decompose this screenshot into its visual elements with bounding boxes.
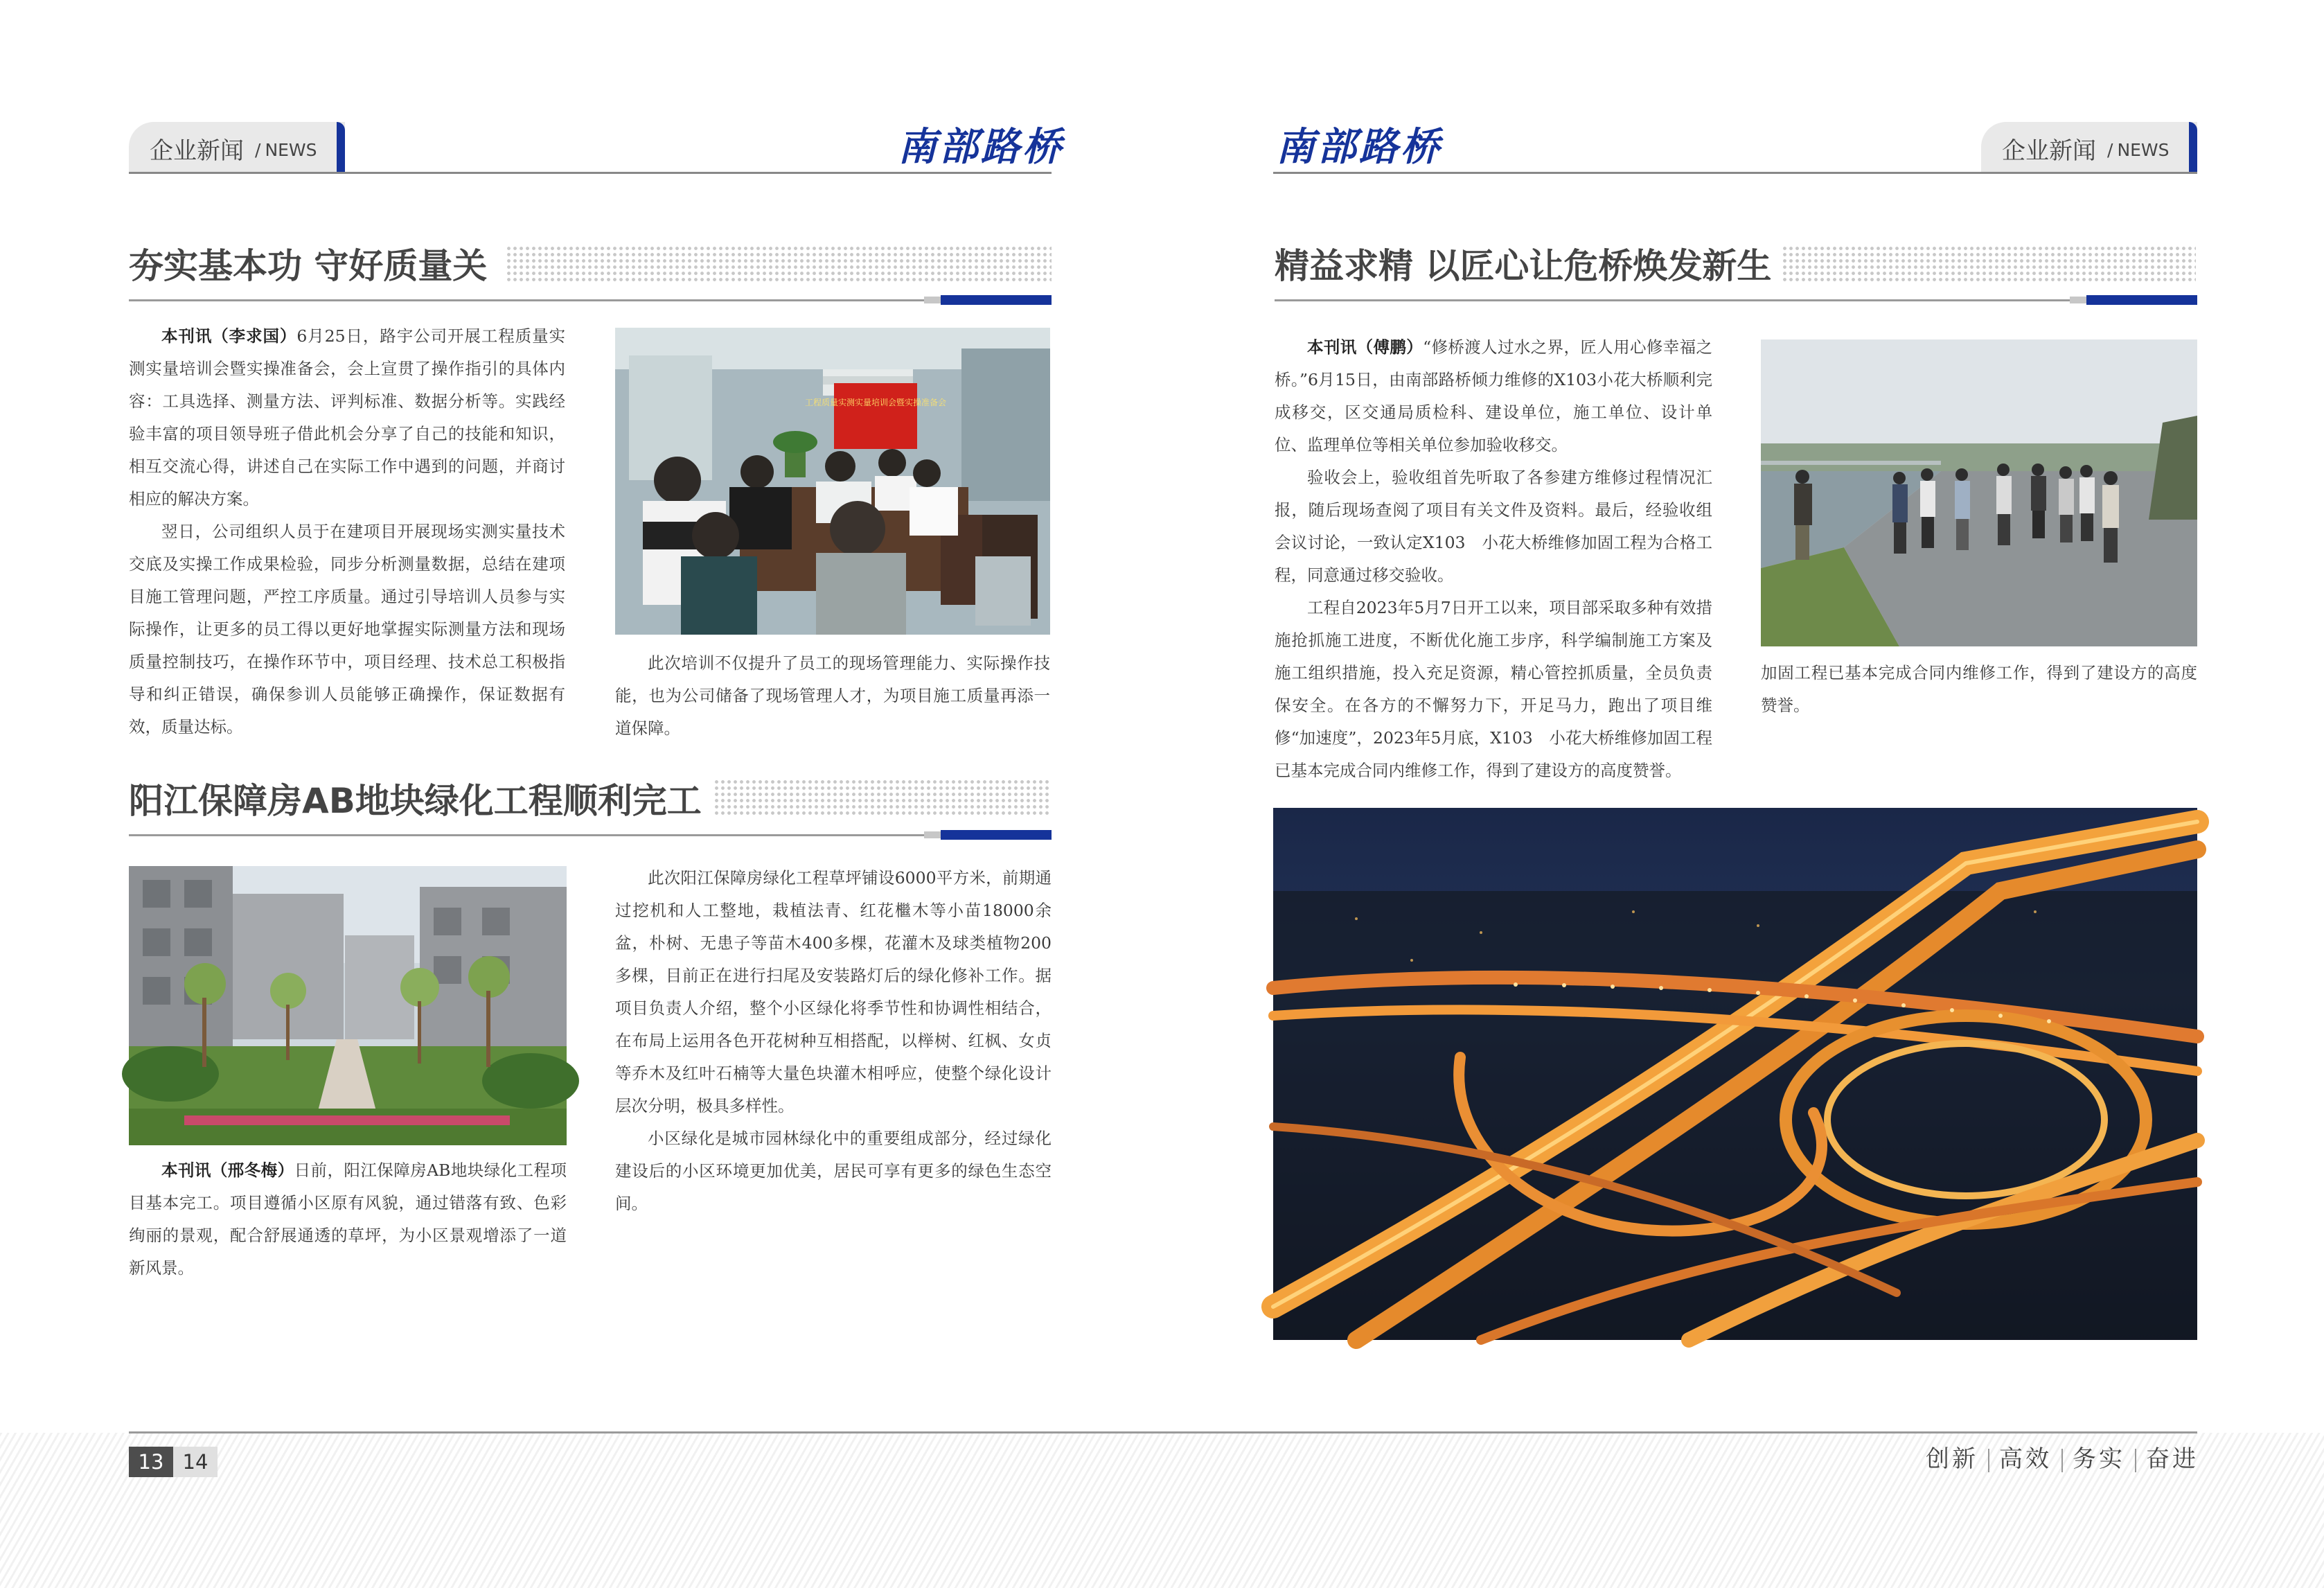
footer-slogan xyxy=(1926,1440,2199,1474)
night-interchange-photo xyxy=(1273,808,2197,1340)
tab-accent-bar xyxy=(2189,122,2197,172)
paragraph: 工程自2023年5月7日开工以来，项目部采取多种有效措施抢抓施工进度，不断优化施工步序，科学编制施工方案及施工组织措施，投入充足资源，精心管控抓质量，全员负责保安全。在各方的不懈努力下，开足马力，跑出了项目维修“加速度”，2023年5月底，X103 小花大桥维修加固工程已基本完成合同内维修工作，得到了建设方的高度赞誉。 xyxy=(1275,598,1712,780)
title-dot-pattern xyxy=(506,245,1052,281)
section-label-en: / NEWS xyxy=(2107,140,2170,160)
byline: 本刊讯（傅鹏） xyxy=(1307,337,1423,357)
paragraph: 翌日，公司组织人员于在建项目开展现场实测实量技术交底及实操工作成果检验，同步分析测量数据，总结在建项目施工管理问题，严控工序质量。通过引导培训人员参与实际操作，让更多的员工得以更好地掌握实际测量方法和现场质量控制技巧，在操作环节中，项目经理、技术总工积极指导和纠正错误，确保参训人员能够正确操作，保证数据有效，质量达标。 xyxy=(129,522,565,736)
title-underline xyxy=(129,834,1052,836)
title-accent-grey xyxy=(924,831,941,838)
tab-accent-bar xyxy=(337,122,345,172)
title-accent-blue xyxy=(941,830,1052,840)
slogan-word: 创新 xyxy=(1926,1445,1978,1473)
byline: 本刊讯（李求国） xyxy=(161,326,297,346)
footer-rule xyxy=(129,1431,2197,1433)
title-accent-grey xyxy=(2070,297,2086,303)
article-title: 精益求精 以匠心让危桥焕发新生 xyxy=(1275,246,1772,286)
slogan-word: 高效 xyxy=(1999,1445,2052,1473)
brand-logo-left: 南部路桥 xyxy=(898,124,1064,170)
article-body-column xyxy=(129,320,565,743)
slogan-word: 奋进 xyxy=(2146,1445,2199,1473)
section-tab-left xyxy=(129,122,345,172)
page-number-left: 13 xyxy=(129,1447,173,1477)
slogan-divider xyxy=(2135,1449,2136,1472)
article-body-column xyxy=(615,647,1050,745)
paragraph: 验收会上，验收组首先听取了各参建方维修过程情况汇报，随后现场查阅了项目有关文件及资料。最后，经验收组会议讨论，一致认定X103 小花大桥维修加固工程为合格工程，同意通过移交验收。 xyxy=(1275,468,1712,585)
section-label-cn: 企业新闻 xyxy=(2002,137,2096,165)
article-title: 阳江保障房AB地块绿化工程顺利完工 xyxy=(129,781,702,821)
article-body-column xyxy=(129,1154,567,1285)
paragraph: 此次阳江保障房绿化工程草坪铺设6000平方米，前期通过挖机和人工整地，栽植法青、红花檵木等小苗18000余盆，朴树、无患子等苗木400多棵，花灌木及球类植物200多棵，目前正在进行扫尾及安装路灯后的绿化修补工作。据项目负责人介绍，整个小区绿化将季节性和协调性相结合，在布局上运用各色开花树种互相搭配，以榉树、红枫、女贞等乔木及红叶石楠等大量色块灌木相呼应，使整个绿化设计层次分明，极具多样性。 xyxy=(615,868,1052,1115)
section-label-en: / NEWS xyxy=(255,140,317,160)
title-underline xyxy=(129,299,1052,301)
article-body-column xyxy=(1761,657,2197,722)
article-body-column xyxy=(1275,331,1712,592)
title-accent-grey xyxy=(924,297,941,303)
paragraph: 本刊讯（邢冬梅）日前，阳江保障房AB地块绿化工程项目基本完工。项目遵循小区原有风貌，通过错落有致、色彩绚丽的景观，配合舒展通透的草坪，为小区景观增添了一道新风景。 xyxy=(129,1161,567,1278)
page-number-right: 14 xyxy=(173,1447,218,1477)
section-label-cn: 企业新闻 xyxy=(150,137,244,165)
bridge-inspection-photo xyxy=(1761,339,2197,646)
brand-logo-right: 南部路桥 xyxy=(1276,124,1442,170)
paragraph-continued: 加固工程已基本完成合同内维修工作，得到了建设方的高度赞誉。 xyxy=(1761,663,2197,715)
slogan-divider xyxy=(2061,1449,2063,1472)
paragraph: 本刊讯（李求国）6月25日，路宇公司开展工程质量实测实量培训会暨实操准备会，会上宣贯了操作指引的具体内容：工具选择、测量方法、评判标准、数据分析等。实践经验丰富的项目领导班子借此机会分享了自己的技能和知识，相互交流心得，讲述自己在实际工作中遇到的问题，并商讨相应的解决方案。 xyxy=(129,326,566,509)
slogan-word: 务实 xyxy=(2073,1445,2125,1473)
title-accent-blue xyxy=(2086,295,2197,305)
byline: 本刊讯（邢冬梅） xyxy=(161,1161,294,1180)
residential-greening-photo xyxy=(129,866,567,1145)
title-underline xyxy=(1275,299,2197,301)
header-rule-left xyxy=(129,172,1052,174)
paragraph: 本刊讯（傅鹏）“修桥渡人过水之界，匠人用心修幸福之桥。”6月15日，由南部路桥倾力维修的X103小花大桥顺利完成移交，区交通局质检科、建设单位，施工单位、设计单位、监理单位等相关单位参加验收移交。 xyxy=(1275,337,1713,455)
header-rule-right xyxy=(1273,172,2197,174)
article-body-column xyxy=(1275,592,1712,780)
paragraph: 此次培训不仅提升了员工的现场管理能力、实际操作技能，也为公司储备了现场管理人才，为项目施工质量再添一道保障。 xyxy=(615,653,1050,738)
article-title: 夯实基本功 守好质量关 xyxy=(129,246,488,286)
title-dot-pattern xyxy=(1782,245,2196,281)
banner-text: 工程质量实测实量培训会暨实操准备会 xyxy=(804,398,947,407)
training-meeting-photo xyxy=(615,328,1050,635)
title-dot-pattern xyxy=(713,779,1052,815)
slogan-divider xyxy=(1988,1449,1989,1472)
paragraph: 小区绿化是城市园林绿化中的重要组成部分，经过绿化建设后的小区环境更加优美，居民可享有更多的绿色生态空间。 xyxy=(615,1129,1052,1213)
article-body-column xyxy=(615,862,1052,1220)
title-accent-blue xyxy=(941,295,1052,305)
section-tab-right xyxy=(1981,122,2197,172)
